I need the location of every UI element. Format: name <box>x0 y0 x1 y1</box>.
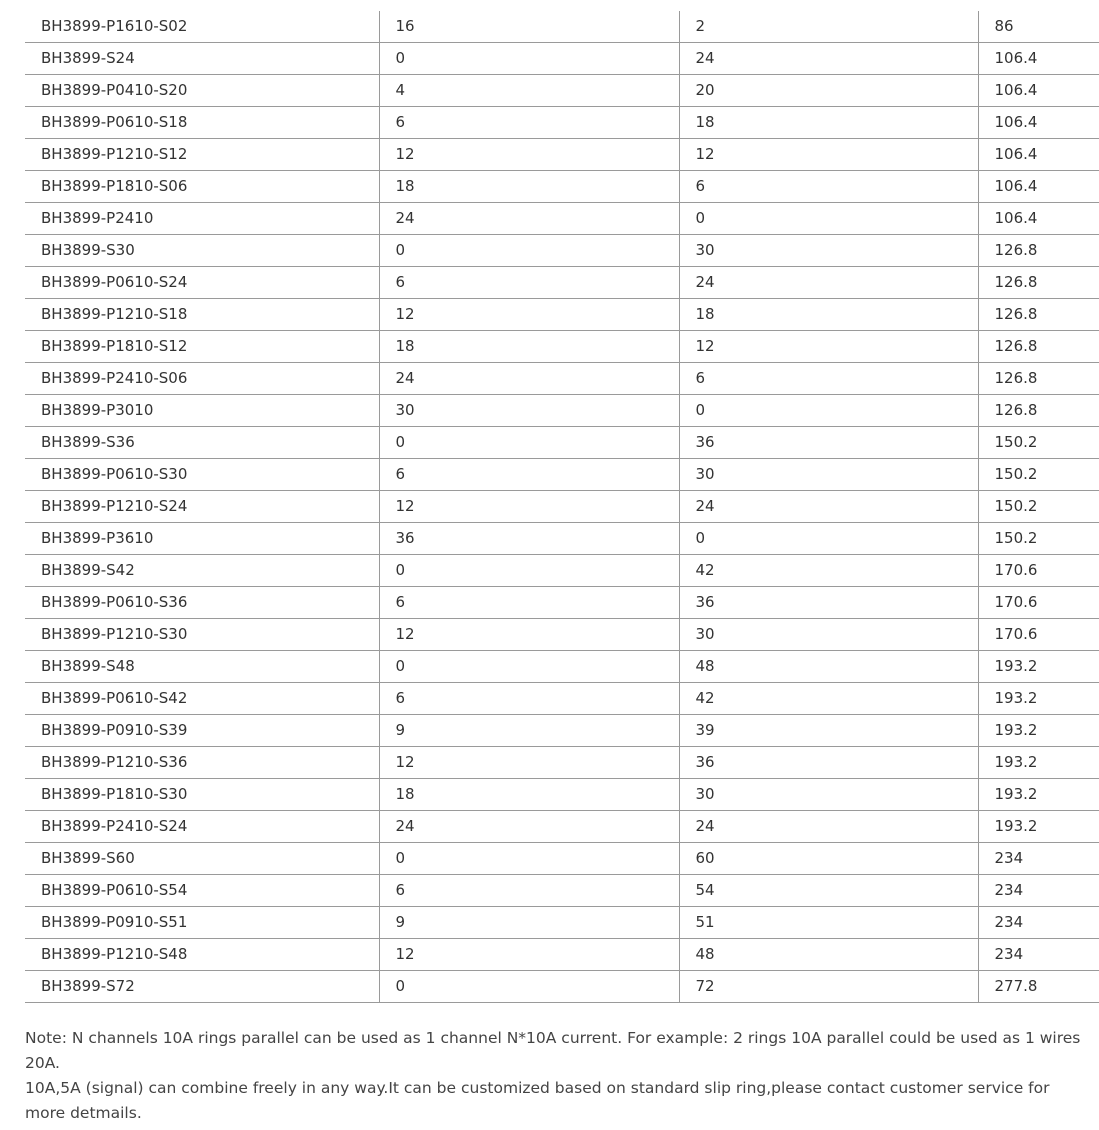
channels-signal-cell: 6 <box>679 171 978 203</box>
length-cell: 193.2 <box>978 747 1099 779</box>
table-row <box>25 427 1099 459</box>
channels-10a-cell: 6 <box>379 107 679 139</box>
channels-signal-cell: 42 <box>679 555 978 587</box>
model-cell: BH3899-P0410-S20 <box>25 75 379 107</box>
channels-10a-cell: 0 <box>379 843 679 875</box>
length-cell: 106.4 <box>978 107 1099 139</box>
table-row <box>25 139 1099 171</box>
channels-10a-cell: 18 <box>379 331 679 363</box>
slip-ring-spec-table <box>25 11 1099 1003</box>
table-row <box>25 811 1099 843</box>
note-paragraph <box>25 1026 1099 1126</box>
channels-signal-cell: 51 <box>679 907 978 939</box>
model-cell: BH3899-P3610 <box>25 523 379 555</box>
length-cell: 234 <box>978 843 1099 875</box>
channels-signal-cell: 42 <box>679 683 978 715</box>
length-cell: 150.2 <box>978 523 1099 555</box>
table-row <box>25 555 1099 587</box>
length-cell: 126.8 <box>978 299 1099 331</box>
length-cell: 106.4 <box>978 75 1099 107</box>
table-row <box>25 43 1099 75</box>
model-cell: BH3899-S48 <box>25 651 379 683</box>
channels-10a-cell: 6 <box>379 267 679 299</box>
note-line-3: more detmails. <box>25 1104 142 1122</box>
length-cell: 86 <box>978 11 1099 43</box>
channels-10a-cell: 4 <box>379 75 679 107</box>
channels-10a-cell: 12 <box>379 491 679 523</box>
model-cell: BH3899-P1210-S36 <box>25 747 379 779</box>
channels-10a-cell: 9 <box>379 715 679 747</box>
table-row <box>25 75 1099 107</box>
channels-signal-cell: 54 <box>679 875 978 907</box>
channels-signal-cell: 72 <box>679 971 978 1003</box>
channels-10a-cell: 24 <box>379 811 679 843</box>
channels-signal-cell: 20 <box>679 75 978 107</box>
channels-10a-cell: 12 <box>379 139 679 171</box>
channels-10a-cell: 0 <box>379 43 679 75</box>
model-cell: BH3899-P0910-S51 <box>25 907 379 939</box>
table-row <box>25 971 1099 1003</box>
channels-signal-cell: 18 <box>679 107 978 139</box>
length-cell: 126.8 <box>978 331 1099 363</box>
table-row <box>25 939 1099 971</box>
model-cell: BH3899-P2410-S24 <box>25 811 379 843</box>
channels-10a-cell: 0 <box>379 235 679 267</box>
table-row <box>25 235 1099 267</box>
channels-signal-cell: 30 <box>679 459 978 491</box>
channels-10a-cell: 16 <box>379 11 679 43</box>
table-row <box>25 363 1099 395</box>
channels-signal-cell: 2 <box>679 11 978 43</box>
channels-10a-cell: 18 <box>379 779 679 811</box>
table-row <box>25 171 1099 203</box>
channels-10a-cell: 6 <box>379 683 679 715</box>
table-row <box>25 907 1099 939</box>
channels-signal-cell: 6 <box>679 363 978 395</box>
channels-10a-cell: 30 <box>379 395 679 427</box>
length-cell: 234 <box>978 875 1099 907</box>
table-row <box>25 619 1099 651</box>
channels-10a-cell: 6 <box>379 459 679 491</box>
model-cell: BH3899-S24 <box>25 43 379 75</box>
length-cell: 193.2 <box>978 715 1099 747</box>
table-row <box>25 587 1099 619</box>
table-row <box>25 715 1099 747</box>
length-cell: 170.6 <box>978 587 1099 619</box>
length-cell: 193.2 <box>978 683 1099 715</box>
channels-10a-cell: 0 <box>379 971 679 1003</box>
model-cell: BH3899-P1210-S30 <box>25 619 379 651</box>
model-cell: BH3899-P1210-S12 <box>25 139 379 171</box>
channels-10a-cell: 6 <box>379 875 679 907</box>
table-row <box>25 395 1099 427</box>
channels-signal-cell: 39 <box>679 715 978 747</box>
length-cell: 150.2 <box>978 491 1099 523</box>
channels-signal-cell: 48 <box>679 651 978 683</box>
channels-10a-cell: 12 <box>379 299 679 331</box>
model-cell: BH3899-P1210-S24 <box>25 491 379 523</box>
length-cell: 106.4 <box>978 43 1099 75</box>
channels-10a-cell: 18 <box>379 171 679 203</box>
table-row <box>25 683 1099 715</box>
length-cell: 234 <box>978 939 1099 971</box>
length-cell: 126.8 <box>978 235 1099 267</box>
model-cell: BH3899-P0610-S24 <box>25 267 379 299</box>
table-row <box>25 651 1099 683</box>
channels-signal-cell: 36 <box>679 427 978 459</box>
table-row <box>25 459 1099 491</box>
model-cell: BH3899-S60 <box>25 843 379 875</box>
channels-signal-cell: 36 <box>679 587 978 619</box>
table-row <box>25 491 1099 523</box>
channels-10a-cell: 12 <box>379 747 679 779</box>
length-cell: 170.6 <box>978 555 1099 587</box>
model-cell: BH3899-P1610-S02 <box>25 11 379 43</box>
channels-signal-cell: 30 <box>679 619 978 651</box>
model-cell: BH3899-P2410 <box>25 203 379 235</box>
table-row <box>25 843 1099 875</box>
model-cell: BH3899-S72 <box>25 971 379 1003</box>
table-row <box>25 523 1099 555</box>
channels-signal-cell: 24 <box>679 491 978 523</box>
model-cell: BH3899-P1810-S30 <box>25 779 379 811</box>
model-cell: BH3899-P2410-S06 <box>25 363 379 395</box>
note-line-1: Note: N channels 10A rings parallel can be used as 1 channel N*10A current. For example: 2 rings 10A parallel could be used as 1 wires 20A. <box>25 1029 1081 1072</box>
model-cell: BH3899-P0610-S18 <box>25 107 379 139</box>
length-cell: 150.2 <box>978 427 1099 459</box>
note-line-2: 10A,5A (signal) can combine freely in any way.It can be customized based on standard slip ring,please contact customer service for <box>25 1079 1050 1097</box>
length-cell: 126.8 <box>978 395 1099 427</box>
channels-10a-cell: 24 <box>379 203 679 235</box>
channels-signal-cell: 60 <box>679 843 978 875</box>
model-cell: BH3899-P1210-S18 <box>25 299 379 331</box>
channels-signal-cell: 12 <box>679 139 978 171</box>
channels-signal-cell: 36 <box>679 747 978 779</box>
channels-signal-cell: 24 <box>679 811 978 843</box>
table-body <box>25 11 1099 1003</box>
table-row <box>25 299 1099 331</box>
channels-signal-cell: 0 <box>679 523 978 555</box>
channels-10a-cell: 12 <box>379 939 679 971</box>
length-cell: 170.6 <box>978 619 1099 651</box>
channels-10a-cell: 0 <box>379 651 679 683</box>
model-cell: BH3899-P0610-S30 <box>25 459 379 491</box>
length-cell: 277.8 <box>978 971 1099 1003</box>
model-cell: BH3899-S42 <box>25 555 379 587</box>
length-cell: 126.8 <box>978 267 1099 299</box>
length-cell: 106.4 <box>978 203 1099 235</box>
table-row <box>25 875 1099 907</box>
length-cell: 150.2 <box>978 459 1099 491</box>
model-cell: BH3899-P1210-S48 <box>25 939 379 971</box>
model-cell: BH3899-P0610-S42 <box>25 683 379 715</box>
table-row <box>25 267 1099 299</box>
table-row <box>25 747 1099 779</box>
model-cell: BH3899-P1810-S06 <box>25 171 379 203</box>
channels-10a-cell: 9 <box>379 907 679 939</box>
channels-10a-cell: 0 <box>379 555 679 587</box>
model-cell: BH3899-P3010 <box>25 395 379 427</box>
channels-10a-cell: 36 <box>379 523 679 555</box>
channels-signal-cell: 24 <box>679 267 978 299</box>
channels-signal-cell: 48 <box>679 939 978 971</box>
length-cell: 193.2 <box>978 811 1099 843</box>
length-cell: 126.8 <box>978 363 1099 395</box>
model-cell: BH3899-P0610-S36 <box>25 587 379 619</box>
model-cell: BH3899-S36 <box>25 427 379 459</box>
model-cell: BH3899-P0910-S39 <box>25 715 379 747</box>
channels-10a-cell: 24 <box>379 363 679 395</box>
table-row <box>25 331 1099 363</box>
channels-signal-cell: 12 <box>679 331 978 363</box>
length-cell: 106.4 <box>978 139 1099 171</box>
length-cell: 193.2 <box>978 779 1099 811</box>
table-row <box>25 107 1099 139</box>
length-cell: 193.2 <box>978 651 1099 683</box>
model-cell: BH3899-P1810-S12 <box>25 331 379 363</box>
channels-10a-cell: 6 <box>379 587 679 619</box>
model-cell: BH3899-P0610-S54 <box>25 875 379 907</box>
channels-signal-cell: 18 <box>679 299 978 331</box>
table-row <box>25 779 1099 811</box>
table-row <box>25 11 1099 43</box>
channels-signal-cell: 30 <box>679 235 978 267</box>
channels-signal-cell: 30 <box>679 779 978 811</box>
table-row <box>25 203 1099 235</box>
length-cell: 234 <box>978 907 1099 939</box>
length-cell: 106.4 <box>978 171 1099 203</box>
channels-10a-cell: 12 <box>379 619 679 651</box>
channels-signal-cell: 0 <box>679 395 978 427</box>
channels-10a-cell: 0 <box>379 427 679 459</box>
channels-signal-cell: 0 <box>679 203 978 235</box>
model-cell: BH3899-S30 <box>25 235 379 267</box>
channels-signal-cell: 24 <box>679 43 978 75</box>
